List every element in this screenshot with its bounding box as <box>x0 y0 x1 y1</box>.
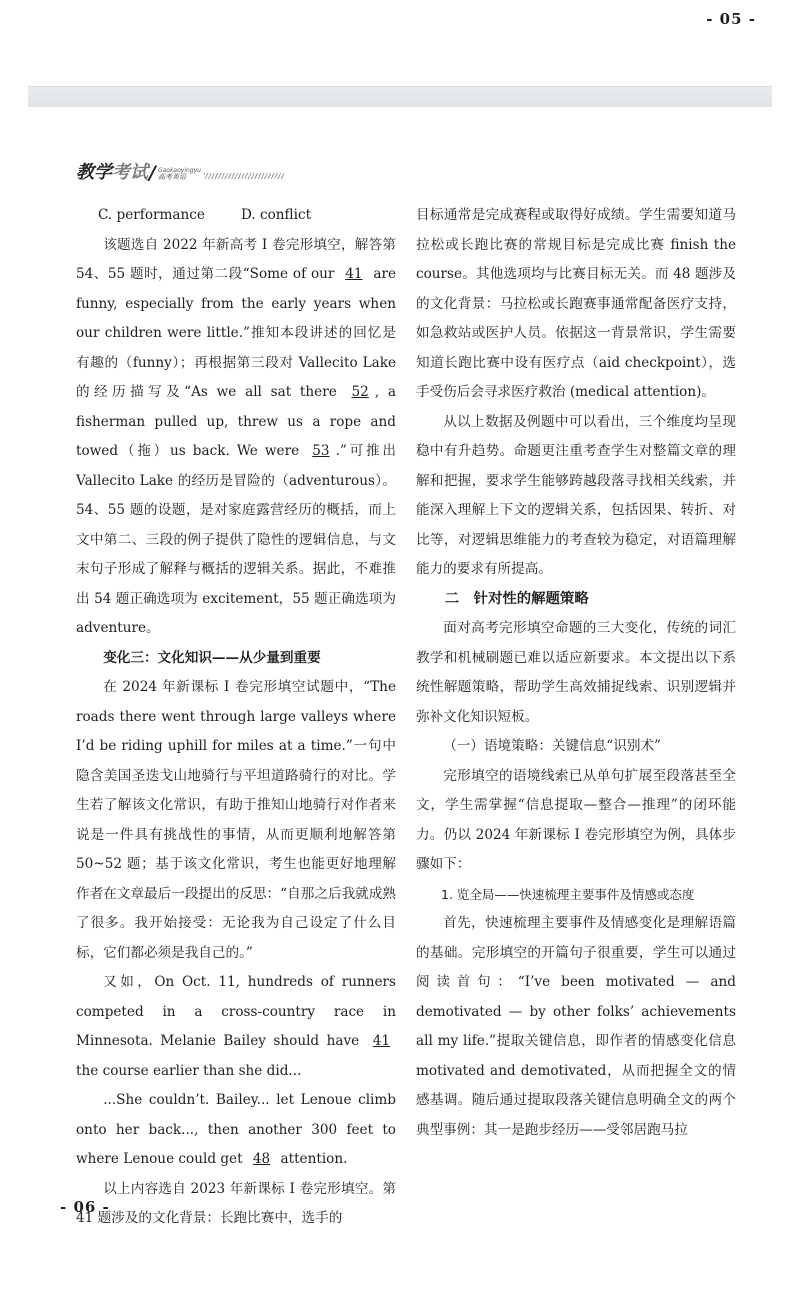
paragraph <box>76 231 396 644</box>
section-heading: 变化三：文化知识——从少量到重要 <box>103 649 321 666</box>
blank-number: 48 <box>252 1151 271 1167</box>
left-column <box>76 201 396 1234</box>
paragraph: 完形填空的语境线索已从单句扩展至段落甚至全文，学生需掌握“信息提取—整合—推理”的闭环能力。仍以 2024 年新课标 Ⅰ 卷完形填空为例，具体步骤如下： <box>416 767 736 872</box>
paragraph: 首先，快速梳理主要事件及情感变化是理解语篇的基础。完形填空的开篇句子很重要，学生可以通过阅读首句：“I’ve been motivated — and demotivated — by other folks’ achievements all my life.”提取关键信息，即作者的情感变化信息 motivated and demotivated，从而把握全文的情感基调。随后通过提取段落关键信息明确全文的两个典型事例：其一是跑步经历——受邻居跑马拉 <box>416 915 736 1138</box>
text-run: , a fisherman pulled up, threw us a rope and towed（拖）us back. We were <box>76 384 396 459</box>
text-run: .”可推出 Vallecito Lake 的经历是冒险的（adventurous）。54、55 题的设题，是对家庭露营经历的概括，而上文中第二、三段的例子提供了隐性的逻辑信息，与文末句子形成了解释与概括的逻辑关系。据此，不难推出 54 题正确选项为 excitement，55 题正确选项为 adventure。 <box>76 443 396 636</box>
header-band <box>28 86 772 107</box>
step-heading: 1. 览全局——快速梳理主要事件及情感或态度 <box>441 886 695 902</box>
option-c: C. performance <box>98 207 205 223</box>
paragraph: 以上内容选自 2023 年新课标 Ⅰ 卷完形填空。第 41 题涉及的文化背景：长跑比赛中，选手的 <box>76 1180 396 1226</box>
brand-slash-icon: / <box>149 162 156 184</box>
blank-number: 52 <box>351 384 369 400</box>
brand-title-part-1: 教学 <box>76 162 112 183</box>
brand-title-part-2: 考试 <box>112 162 148 183</box>
answer-options <box>76 201 396 231</box>
paragraph: 目标通常是完成赛程或取得好成绩。学生需要知道马拉松或长跑比赛的常规目标是完成比赛 finish the course。其他选项均与比赛目标无关。而 48 题涉及的文化背景：马拉松或长跑赛事通常配备医疗支持，如急救站或医护人员。依据这一背景常识，学生需要知道长跑比赛中设有医疗点（aid checkpoint），选手受伤后会寻求医疗救治 (medical attention)。 <box>416 207 736 400</box>
brand-title <box>76 158 148 184</box>
right-column <box>416 201 736 1145</box>
brand-hatch-decoration <box>204 173 284 179</box>
paragraph: 从以上数据及例题中可以看出，三个维度均呈现稳中有升趋势。命题更注重考查学生对整篇文章的理解和把握，要求学生能够跨越段落寻找相关线索，并能深入理解上下文的逻辑关系，包括因果、转折、对比等，对逻辑思维能力的考查较为稳定，对语篇理解能力的要求有所提高。 <box>416 413 736 577</box>
blank-number: 41 <box>372 1033 390 1049</box>
journal-brand <box>76 156 284 184</box>
section-heading: 二 针对性的解题策略 <box>444 590 589 607</box>
text-run: are funny, especially from the early years when our children were little.”推知本段讲述的回忆是有趣的（funny）；再根据第三段对 Vallecito Lake 的经历描写及“As we all sat there <box>76 266 396 400</box>
blank-number: 41 <box>345 266 363 282</box>
option-d: D. conflict <box>240 207 312 223</box>
text-run: ...She couldn’t. Bailey... let Lenoue climb onto her back..., then another 300 feet to where Lenoue could get <box>76 1092 396 1167</box>
paragraph <box>76 1086 396 1175</box>
brand-cn: 高考英语 <box>157 173 186 181</box>
paragraph <box>76 968 396 1086</box>
subsection-heading: （一）语境策略：关键信息“识别术” <box>443 738 661 754</box>
paragraph: 在 2024 年新课标 Ⅰ 卷完形填空试题中，“The roads there went through large valleys where I’d be riding uphill for miles at a time.”一句中隐含美国圣迭戈山地骑行与平坦道路骑行的对比。学生若了解该文化常识，有助于推知山地骑行对作者来说是一件具有挑战性的事情，从而更顺利地解答第 50~52 题；基于该文化常识，考生也能更好地理解作者在文章最后一段提出的反思：“自那之后我就成熟了很多。我开始接受：无论我为自己设定了什么目标，它们都必须是我自己的。” <box>76 679 396 961</box>
brand-subtitle <box>158 167 201 181</box>
page-number-top: - 05 - <box>706 10 756 28</box>
page-number-bottom: - 06 - <box>60 1198 110 1216</box>
text-run: 该题选自 2022 年新高考 Ⅰ 卷完形填空，解答第 54、55 题时，通过第二段“Some of our <box>76 236 396 282</box>
text-run: 又如，On Oct. 11, hundreds of runners competed in a cross-country race in Minnesota. Melanie Bailey should have <box>76 974 396 1049</box>
text-run: the course earlier than she did... <box>76 1062 302 1079</box>
blank-number: 53 <box>312 443 330 459</box>
text-run: attention. <box>276 1151 348 1167</box>
brand-pinyin: Gaokaoyingyu <box>157 167 201 174</box>
paragraph: 面对高考完形填空命题的三大变化，传统的词汇教学和机械刷题已难以适应新要求。本文提出以下系统性解题策略，帮助学生高效捕捉线索、识别逻辑并弥补文化知识短板。 <box>416 620 736 725</box>
